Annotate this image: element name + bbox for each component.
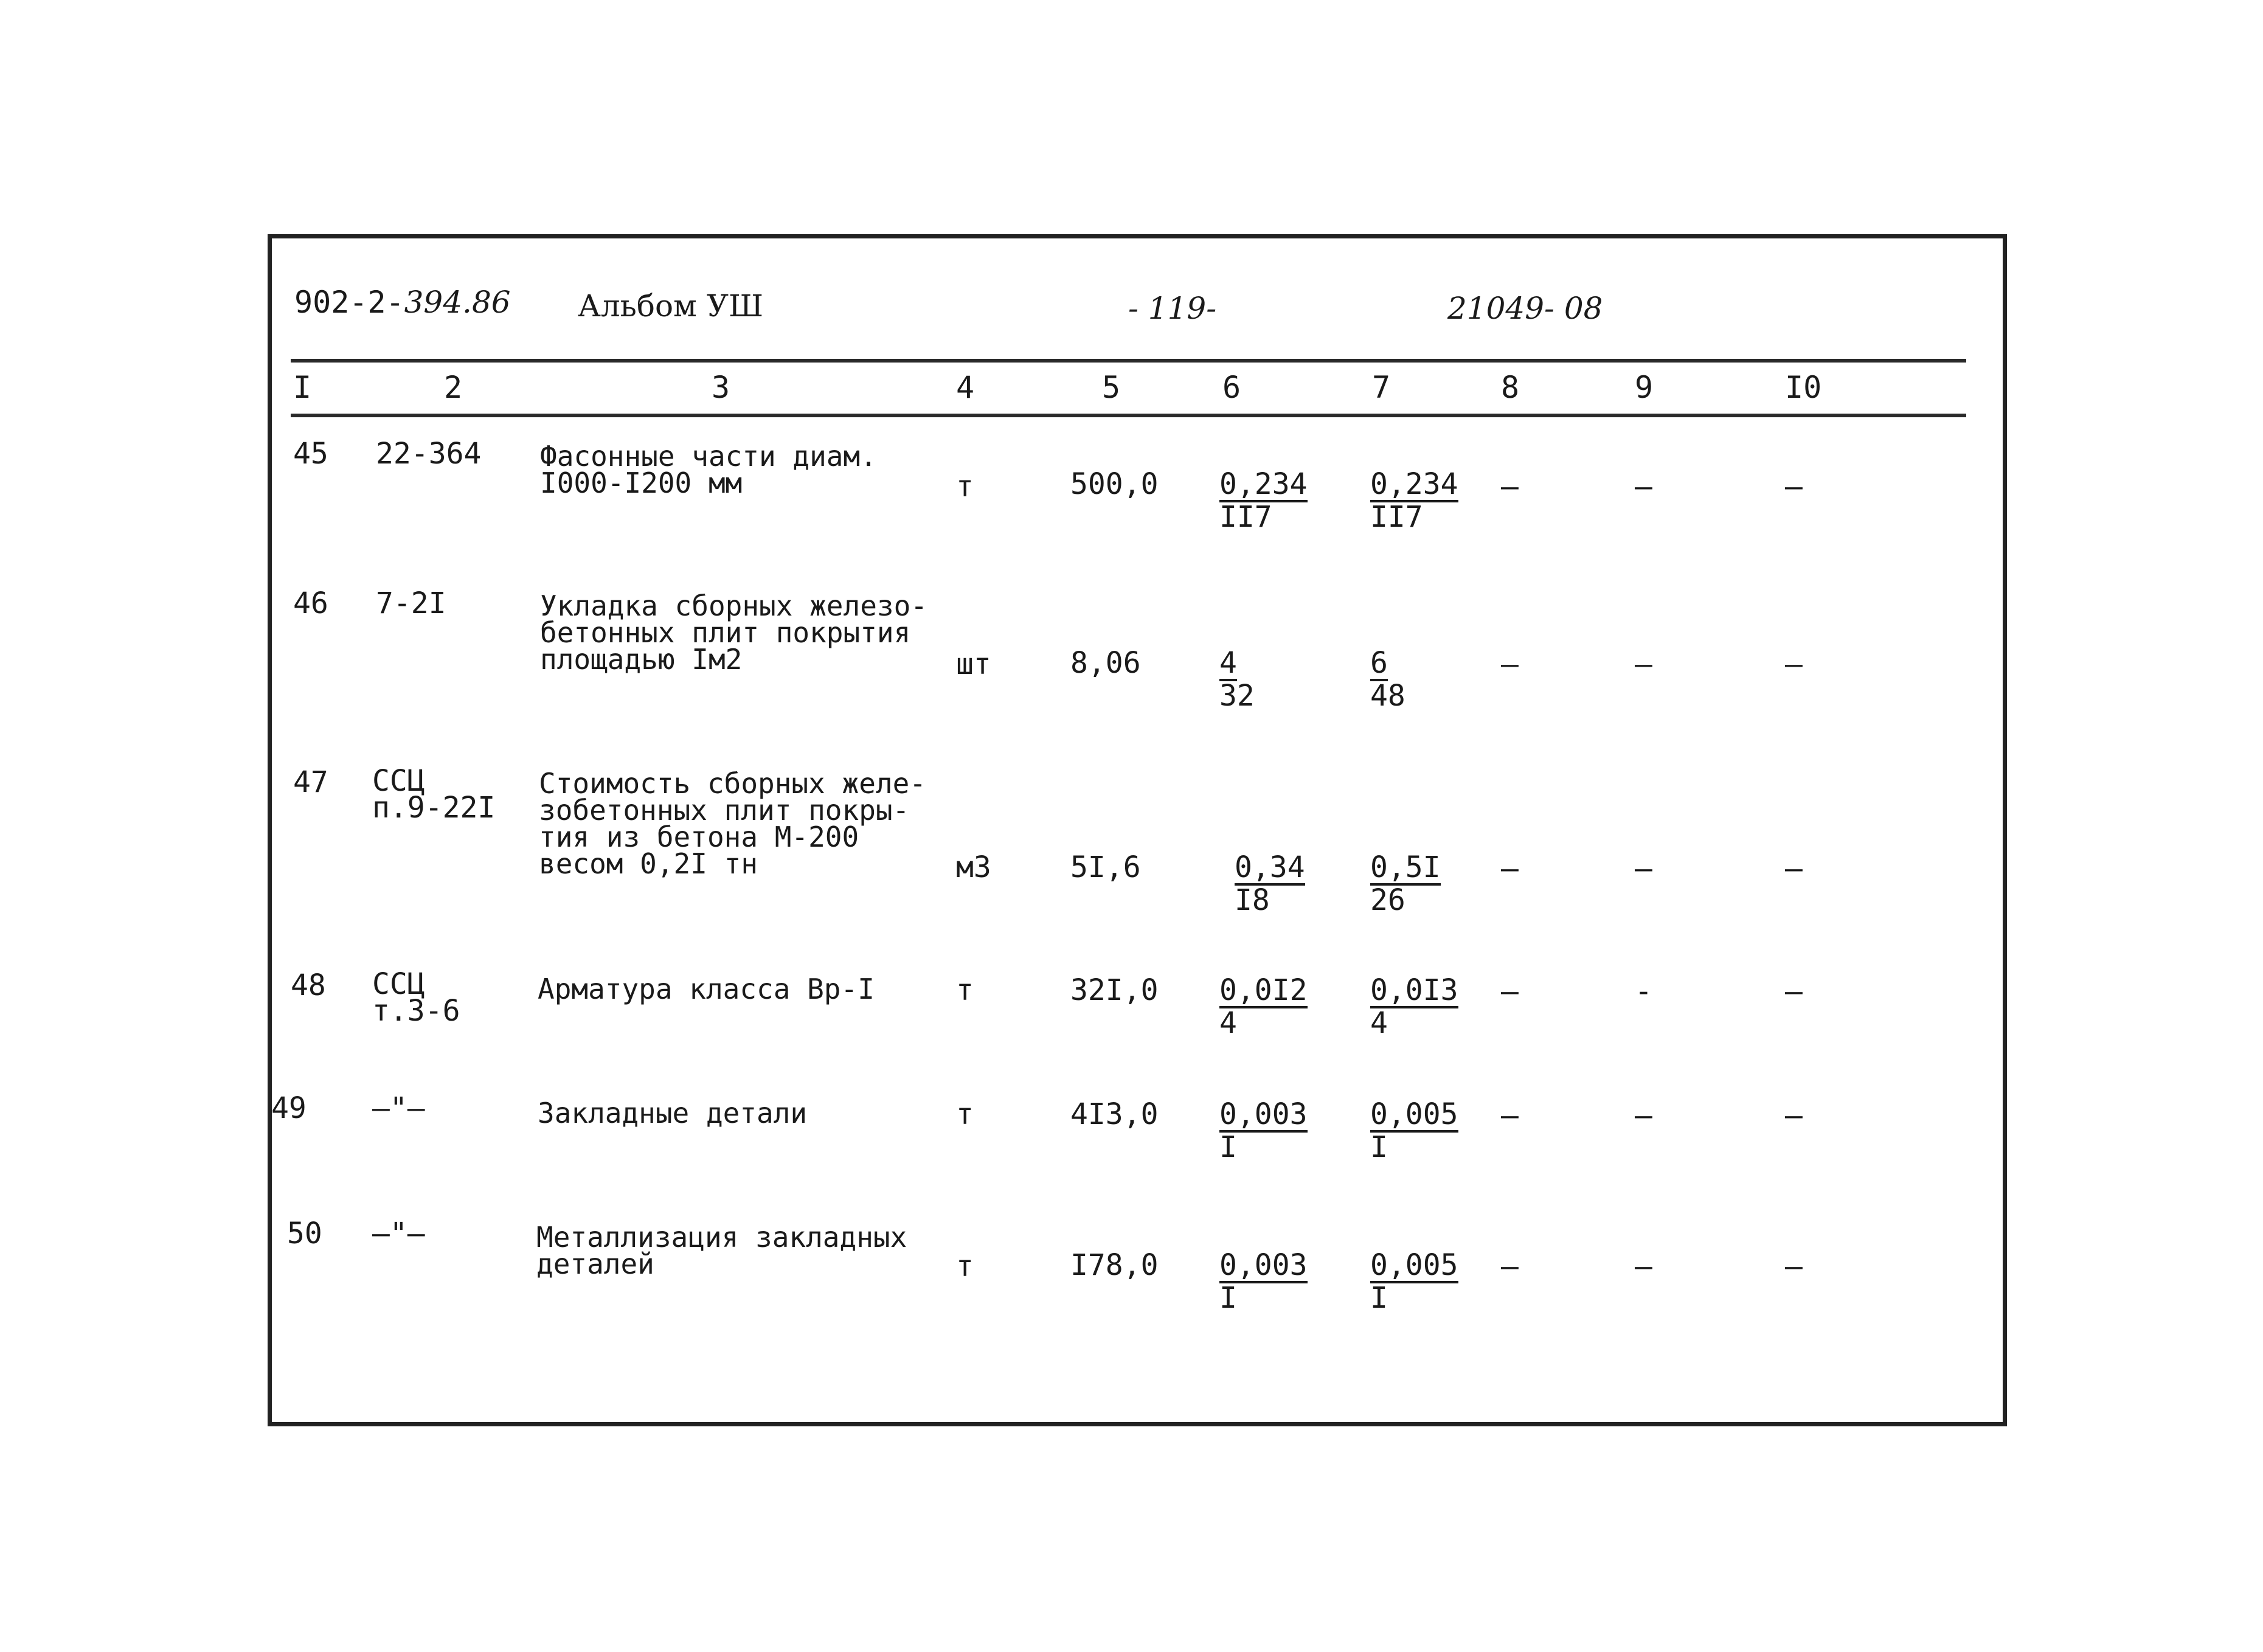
row-number: 49	[271, 1091, 307, 1125]
row-price: 32I,0	[1070, 973, 1159, 1007]
row-description: Арматура класса Вр-I	[538, 973, 875, 1005]
col6-fraction	[1219, 1248, 1308, 1315]
row-description: Металлизация закладных деталей	[536, 1221, 907, 1280]
row-unit: т	[956, 470, 974, 504]
col7-numerator: 6	[1370, 646, 1388, 680]
col7-denominator: 26	[1370, 883, 1405, 917]
row-code: 22-364	[376, 437, 482, 471]
col9-value: –	[1635, 1249, 1652, 1283]
col8-value: –	[1501, 647, 1519, 681]
row-number: 46	[293, 586, 328, 620]
album-label: Альбом УШ	[578, 288, 764, 324]
row-unit: т	[956, 973, 974, 1007]
col6-denominator: I	[1219, 1130, 1237, 1164]
col7-denominator: I	[1370, 1130, 1388, 1164]
col7-denominator: 4	[1370, 1006, 1388, 1040]
sheet-number: 21049- 08	[1447, 291, 1603, 326]
col10-value: –	[1785, 852, 1803, 886]
row-number: 50	[287, 1216, 322, 1251]
col7-denominator: II7	[1370, 500, 1423, 534]
col6-fraction	[1219, 646, 1255, 713]
row-code: –"–	[372, 1216, 425, 1251]
col-number-2: 2	[444, 370, 463, 405]
doc-code: 902-2-394.86	[294, 285, 511, 320]
col-number-7: 7	[1372, 370, 1391, 405]
row-unit: т	[956, 1097, 974, 1131]
col9-value: –	[1635, 852, 1652, 886]
col7-numerator: 0,5I	[1370, 850, 1441, 884]
header-top-rule	[291, 359, 1966, 363]
col8-value: –	[1501, 852, 1519, 886]
col8-value: –	[1501, 974, 1519, 1008]
col7-numerator: 0,234	[1370, 467, 1458, 501]
row-code-line2: п.9-22I	[372, 791, 496, 825]
row-number: 48	[291, 968, 326, 1002]
col10-value: –	[1785, 1098, 1803, 1133]
col7-fraction	[1370, 646, 1405, 713]
row-unit: м3	[956, 850, 991, 884]
table-frame	[268, 234, 2007, 1426]
col8-value: –	[1501, 470, 1519, 504]
col6-fraction	[1219, 467, 1308, 534]
row-price: 5I,6	[1070, 850, 1141, 884]
col9-value: -	[1635, 974, 1652, 1008]
col9-value: –	[1635, 470, 1652, 504]
col6-numerator: 0,34	[1235, 850, 1305, 884]
row-number: 45	[293, 437, 328, 471]
row-unit: т	[956, 1249, 974, 1283]
col10-value: –	[1785, 647, 1803, 681]
col-number-3: 3	[712, 370, 730, 405]
row-code: 7-2I	[376, 586, 446, 620]
col6-numerator: 4	[1219, 646, 1237, 680]
col6-fraction	[1235, 850, 1305, 917]
col10-value: –	[1785, 974, 1803, 1008]
col-number-5: 5	[1102, 370, 1121, 405]
row-price: 8,06	[1070, 646, 1141, 680]
col6-denominator: I8	[1235, 883, 1270, 917]
col7-fraction	[1370, 973, 1458, 1040]
row-number: 47	[293, 765, 328, 799]
col7-fraction	[1370, 1097, 1458, 1164]
col10-value: –	[1785, 470, 1803, 504]
col6-denominator: 4	[1219, 1006, 1237, 1040]
row-code-line2: т.3-6	[372, 994, 460, 1028]
header-bottom-rule	[291, 414, 1966, 417]
col6-numerator: 0,0I2	[1219, 973, 1308, 1007]
col6-numerator: 0,003	[1219, 1248, 1308, 1282]
row-price: I78,0	[1070, 1248, 1159, 1282]
col-number-1: I	[293, 370, 312, 405]
row-code: –"–	[372, 1091, 425, 1125]
col6-denominator: 32	[1219, 679, 1255, 713]
col7-numerator: 0,005	[1370, 1097, 1458, 1131]
row-description: Закладные детали	[538, 1097, 808, 1130]
row-code	[372, 967, 460, 1028]
row-price: 4I3,0	[1070, 1097, 1159, 1131]
col8-value: –	[1501, 1249, 1519, 1283]
col7-numerator: 0,005	[1370, 1248, 1458, 1282]
col7-fraction	[1370, 1248, 1458, 1315]
col10-value: –	[1785, 1249, 1803, 1283]
col-number-4: 4	[956, 370, 975, 405]
row-description: Укладка сборных железо- бетонных плит покрытия площадью Iм2	[540, 589, 927, 676]
col7-fraction	[1370, 467, 1458, 534]
col-number-6: 6	[1222, 370, 1241, 405]
col6-denominator: I	[1219, 1281, 1237, 1315]
col7-fraction	[1370, 850, 1441, 917]
col6-numerator: 0,003	[1219, 1097, 1308, 1131]
col6-fraction	[1219, 1097, 1308, 1164]
row-price: 500,0	[1070, 467, 1159, 501]
col7-denominator: 48	[1370, 679, 1405, 713]
row-code	[372, 764, 496, 825]
col6-fraction	[1219, 973, 1308, 1040]
col-number-9: 9	[1635, 370, 1654, 405]
row-code-line1: ССЦ	[372, 967, 425, 1001]
col-number-10: I0	[1785, 370, 1822, 405]
col-number-8: 8	[1501, 370, 1520, 405]
col6-denominator: II7	[1219, 500, 1272, 534]
col8-value: –	[1501, 1098, 1519, 1133]
col7-numerator: 0,0I3	[1370, 973, 1458, 1007]
doc-code-handwritten: 394.86	[404, 285, 511, 320]
col7-denominator: I	[1370, 1281, 1388, 1315]
row-code-line1: ССЦ	[372, 764, 425, 798]
row-unit: шт	[956, 647, 991, 681]
col9-value: –	[1635, 1098, 1652, 1133]
col9-value: –	[1635, 647, 1652, 681]
row-description: Фасонные части диам. I000-I200 мм	[540, 440, 877, 499]
col6-numerator: 0,234	[1219, 467, 1308, 501]
row-description: Стоимость сборных желе- зобетонных плит покры- тия из бетона М-200 весом 0,2I тн	[539, 767, 926, 880]
page-number: - 119-	[1128, 291, 1217, 326]
